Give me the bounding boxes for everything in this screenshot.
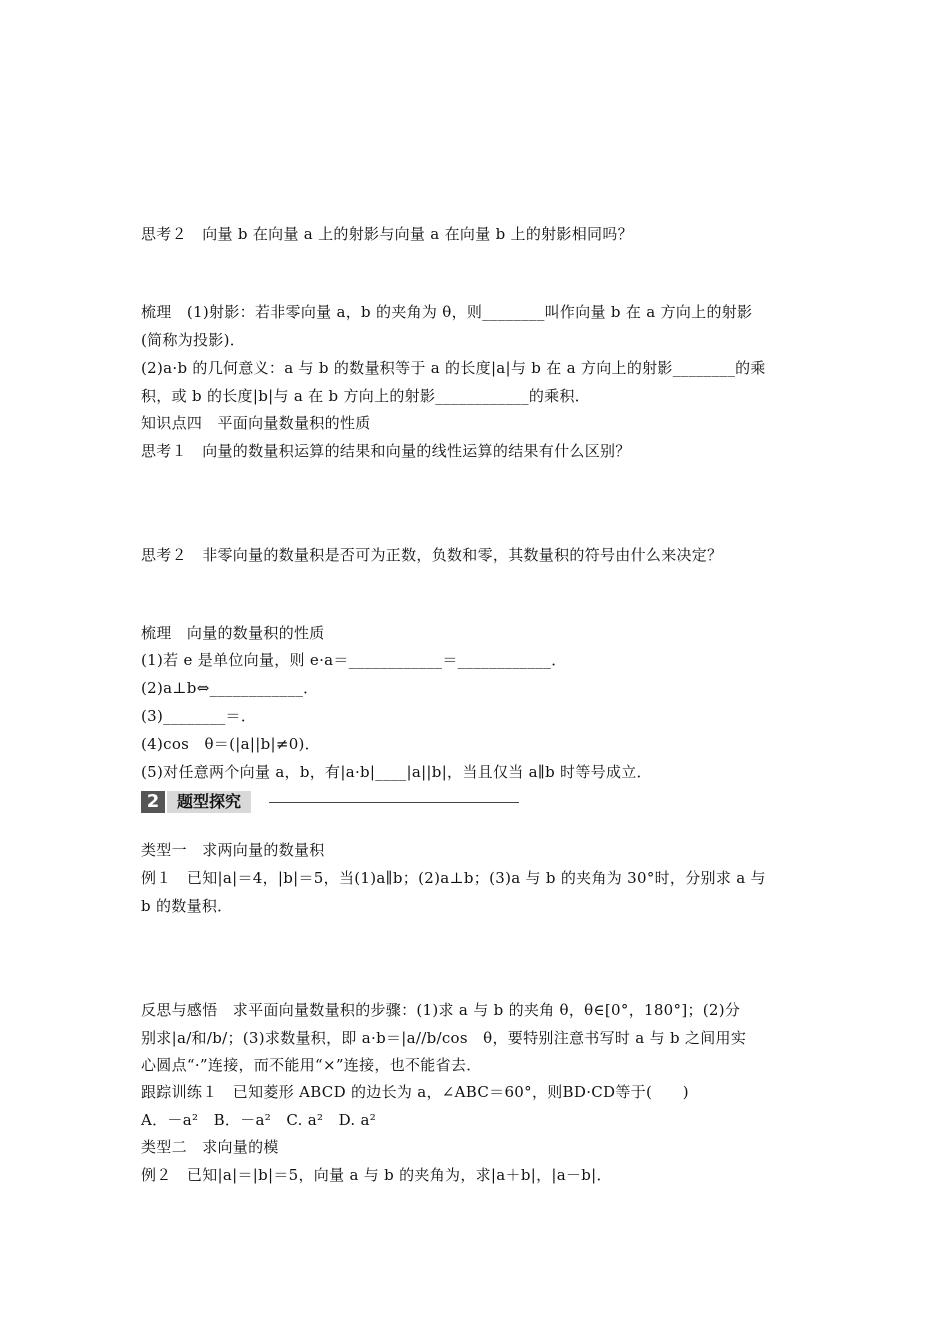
type-1-heading: 类型一 求两向量的数量积 — [141, 841, 325, 859]
section-number: 2 — [141, 791, 165, 813]
practice-1-options: A．－a² B．－a² C. a² D. a² — [141, 1111, 377, 1129]
think-2-sign: 思考２ 非零向量的数量积是否可为正数，负数和零，其数量积的符号由什么来决定？ — [141, 546, 723, 564]
reflection-1: 反思与感悟 求平面向量数量积的步骤：(1)求 a 与 b 的夹角 θ，θ∈[0°，180°]；(2)分 — [141, 1001, 741, 1019]
summary-projection-2-cont: 积，或 b 的长度|b|与 a 在 b 方向上的射影____________的乘积． — [141, 387, 591, 405]
property-2: (2)a⊥b⇔____________． — [141, 679, 319, 697]
example-1: 例１ 已知|a|＝4，|b|＝5，当(1)a∥b；(2)a⊥b；(3)a 与 b 的夹角为 30°时，分别求 a 与 — [141, 869, 766, 887]
summary-projection-1-cont: (简称为投影)． — [141, 331, 246, 349]
summary-projection-2: (2)a·b 的几何意义：a 与 b 的数量积等于 a 的长度|a|与 b 在 a 方向上的射影________的乘 — [141, 359, 766, 377]
reflection-3: 心圆点“·”连接，而不能用“×”连接，也不能省去． — [141, 1056, 482, 1074]
section-header — [141, 791, 521, 815]
summary-properties-heading: 梳理 向量的数量积的性质 — [141, 624, 325, 642]
section-divider — [269, 802, 519, 803]
property-1: (1)若 e 是单位向量，则 e·a＝____________＝____________． — [141, 651, 567, 669]
property-5: (5)对任意两个向量 a，b，有|a·b|____|a||b|，当且仅当 a∥b 时等号成立． — [141, 763, 652, 781]
reflection-2: 别求|a/和/b/；(3)求数量积，即 a·b＝|a//b/cos θ，要特别注意书写时 a 与 b 之间用实 — [141, 1029, 747, 1047]
think-2-projection: 思考２ 向量 b 在向量 a 上的射影与向量 a 在向量 b 上的射影相同吗？ — [141, 225, 633, 243]
type-2-heading: 类型二 求向量的模 — [141, 1138, 279, 1156]
knowledge-point-4-heading: 知识点四 平面向量数量积的性质 — [141, 414, 371, 432]
summary-projection-1: 梳理 (1)射影：若非零向量 a，b 的夹角为 θ，则________叫作向量 b 在 a 方向上的射影 — [141, 303, 753, 321]
practice-1: 跟踪训练１ 已知菱形 ABCD 的边长为 a，∠ABC＝60°，则BD·CD等于( ) — [141, 1083, 689, 1101]
example-1-cont: b 的数量积． — [141, 897, 233, 915]
property-3: (3)________＝． — [141, 707, 257, 725]
section-title: 题型探究 — [167, 791, 251, 813]
think-1-difference: 思考１ 向量的数量积运算的结果和向量的线性运算的结果有什么区别？ — [141, 442, 631, 460]
example-2: 例２ 已知|a|＝|b|＝5，向量 a 与 b 的夹角为，求|a＋b|，|a－b|． — [141, 1166, 612, 1184]
property-4: (4)cos θ＝(|a||b|≠0)． — [141, 735, 320, 753]
